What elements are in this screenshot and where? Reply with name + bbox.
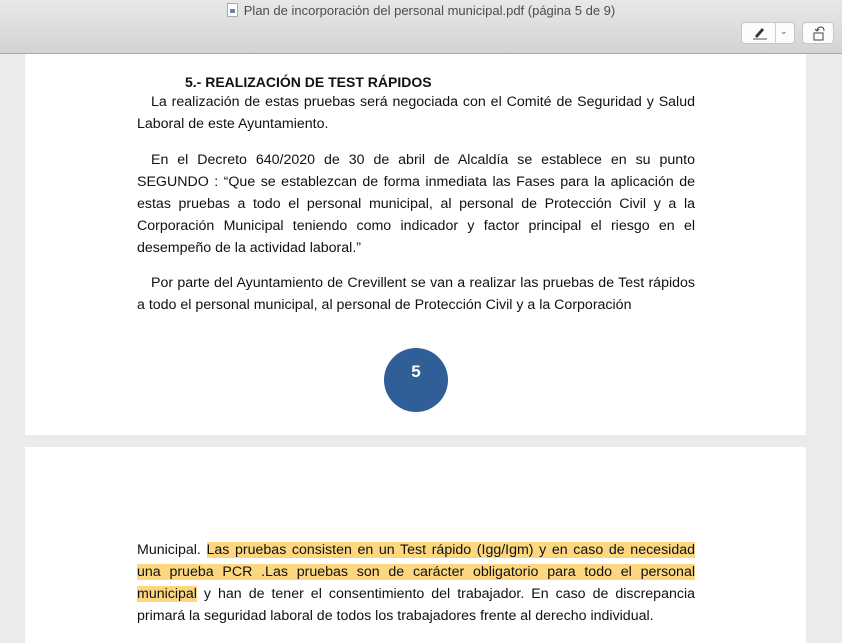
window-title-bar	[0, 3, 842, 19]
chevron-down-icon[interactable]: ⌄	[780, 26, 788, 36]
rotate-left-icon	[811, 25, 827, 41]
pdf-page-6	[25, 447, 806, 643]
toolbar-separator	[775, 23, 776, 43]
markup-button[interactable]	[741, 22, 795, 44]
rotate-button[interactable]	[802, 22, 834, 44]
highlighted-text[interactable]: Las pruebas consisten en un Test rápido (Igg/Igm) y en caso de necesidad una prueba PCR .Las pruebas son de carácter obligatorio para todo el personal municipal	[137, 542, 695, 602]
pen-markup-icon	[751, 26, 769, 40]
section-heading: 5.- REALIZACIÓN DE TEST RÁPIDOS	[185, 74, 432, 90]
paragraph: La realización de estas pruebas será negociada con el Comité de Seguridad y Salud Laboral de este Ayuntamiento.	[137, 94, 695, 132]
pdf-file-icon[interactable]	[227, 3, 238, 17]
paragraph: En el Decreto 640/2020 de 30 de abril de Alcaldía se establece en su punto SEGUNDO : “Que se establezcan de forma inmediata las Fases para la aplicación de estas pruebas a todo el personal municipal, al personal de Protección Civil y a la Corporación Municipal teniendo como indicador y factor principal el riesgo en el desempeño de la actividad laboral.”	[137, 152, 695, 256]
window-toolbar	[0, 0, 842, 54]
paragraph-text: Municipal.	[137, 542, 207, 558]
paragraph	[137, 539, 695, 627]
paragraph: Por parte del Ayuntamiento de Crevillent se van a realizar las pruebas de Test rápidos a todo el personal municipal, al personal de Protección Civil y a la Corporación	[137, 275, 695, 313]
window-title: Plan de incorporación del personal municipal.pdf (página 5 de 9)	[243, 3, 616, 18]
paragraph-text: y han de tener el consentimiento del trabajador. En caso de discrepancia primará la seguridad laboral de todos los trabajadores frente al derecho individual.	[137, 586, 695, 624]
pdf-page-5	[25, 54, 806, 435]
page-number-badge: 5	[384, 348, 448, 412]
